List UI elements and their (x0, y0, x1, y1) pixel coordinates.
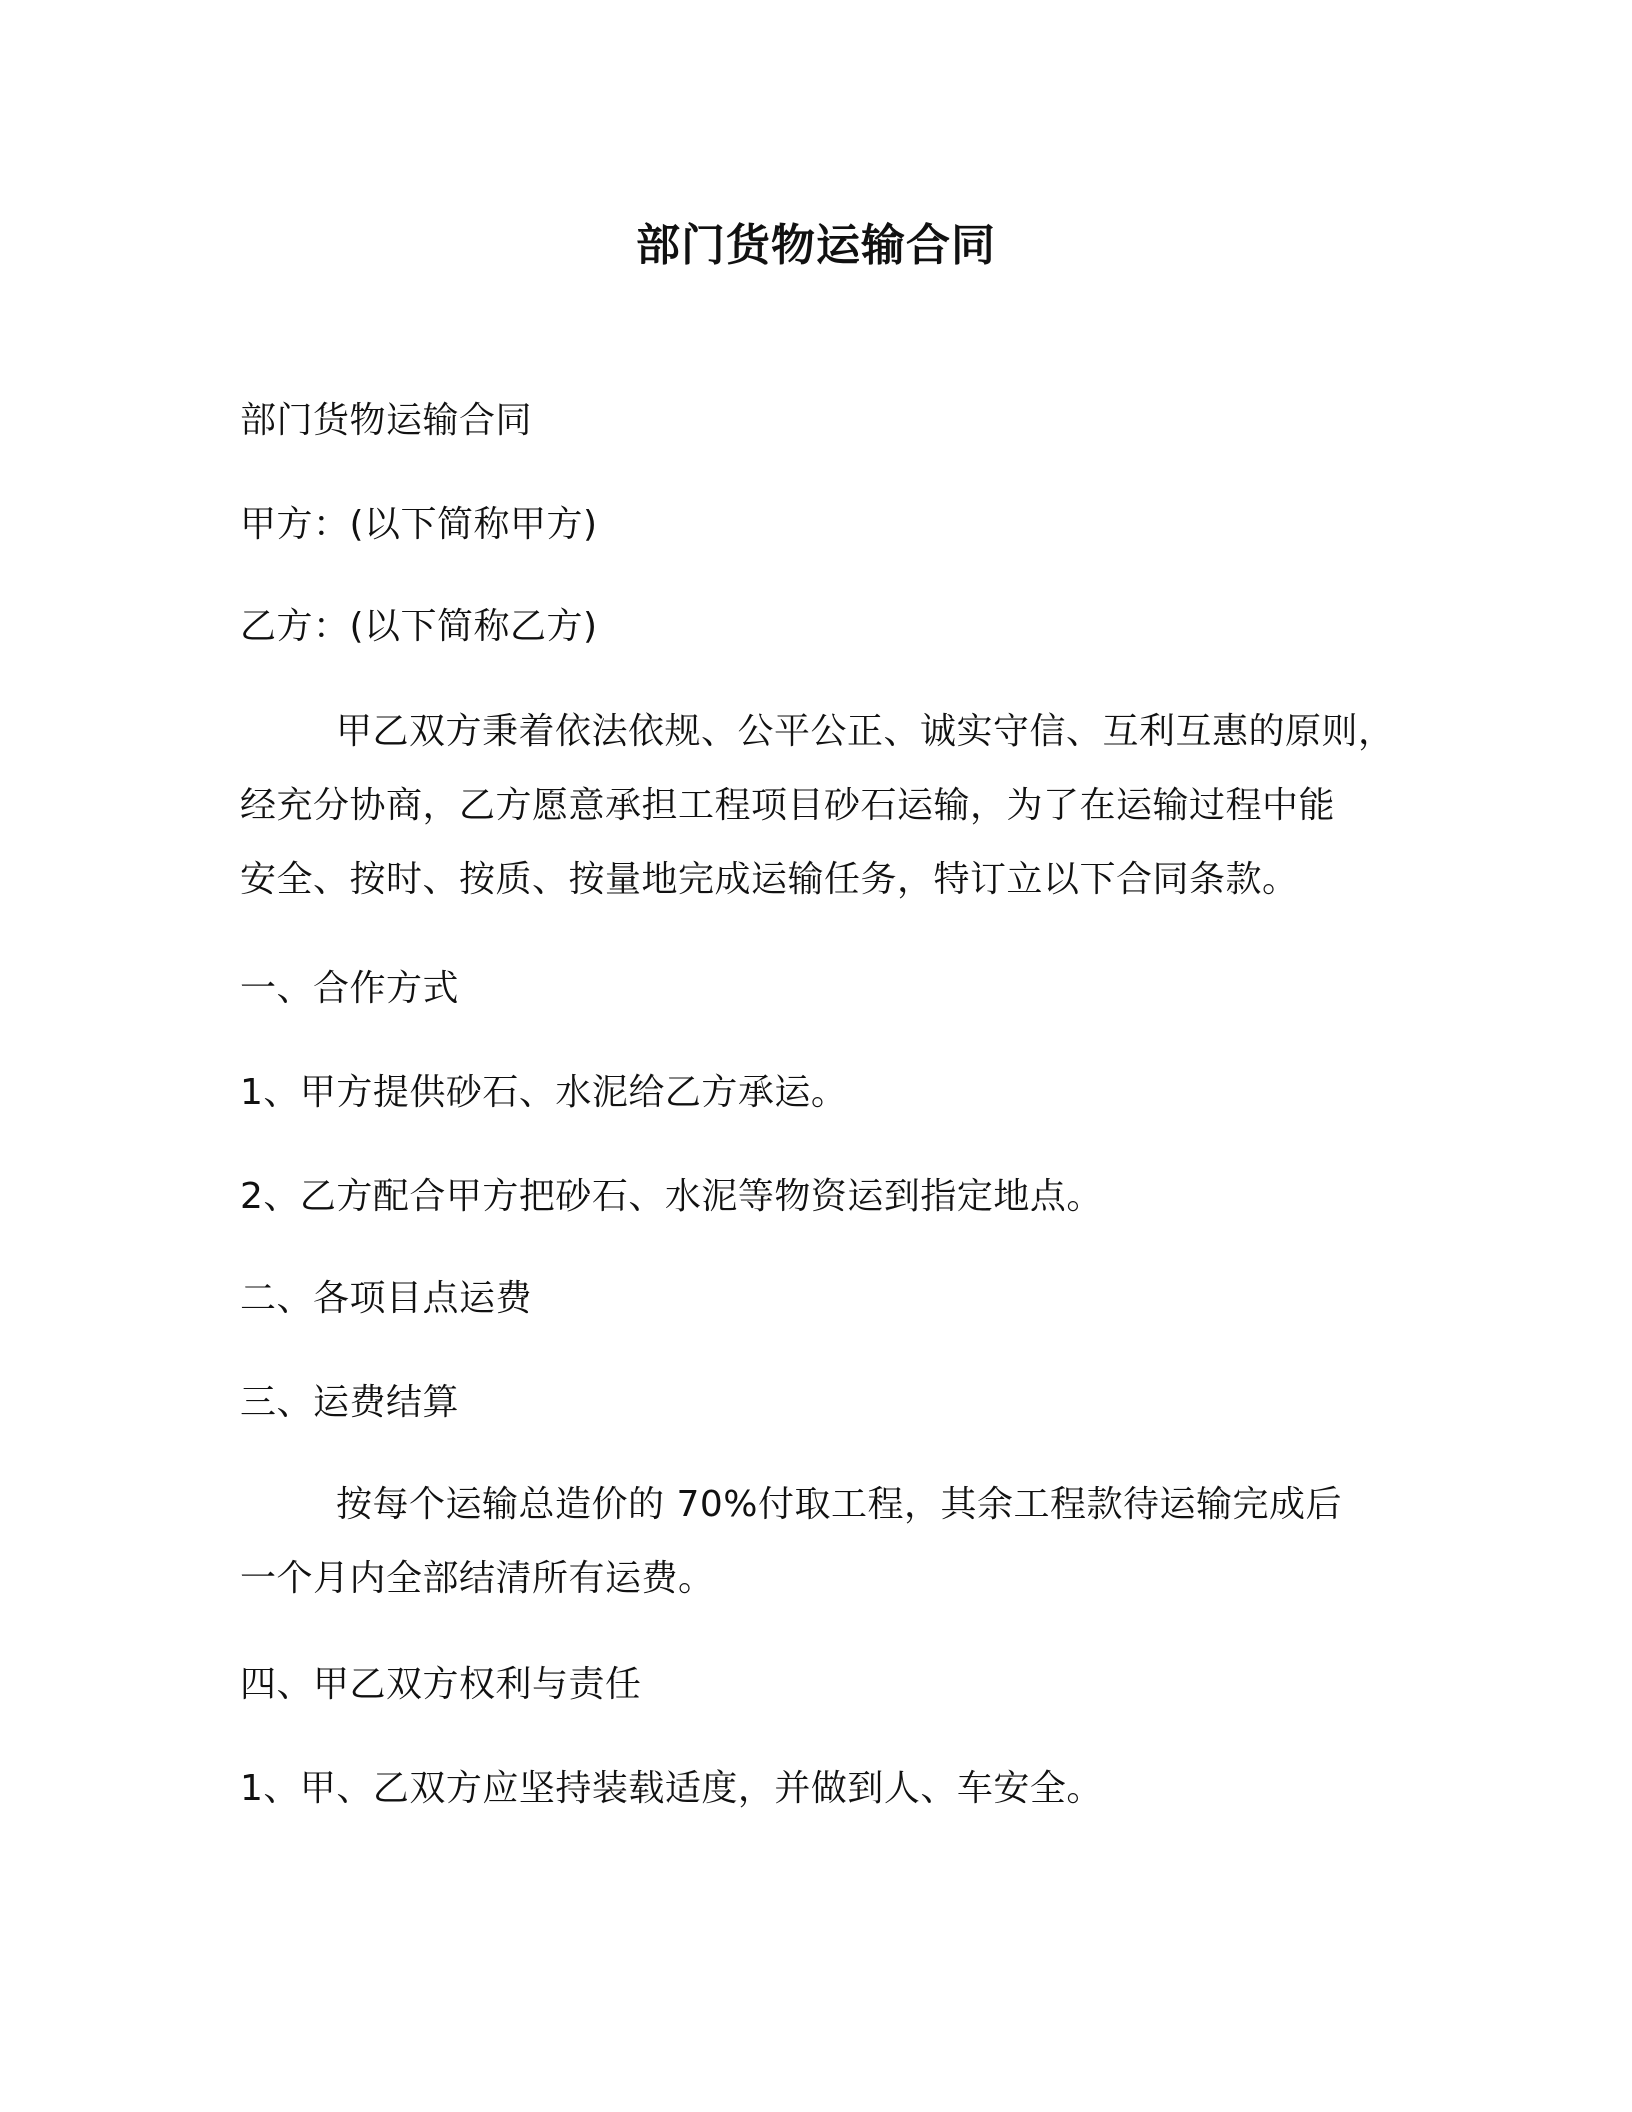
paragraph-line: 经充分协商，乙方愿意承担工程项目砂石运输，为了在运输过程中能 (240, 785, 1336, 826)
clause-4-1 (240, 1752, 1420, 1826)
paragraph-line: 安全、按时、按质、按量地完成运输任务，特订立以下合同条款。 (240, 859, 1299, 900)
paragraph-party-b (240, 590, 1420, 664)
paragraph-party-a (240, 488, 1420, 562)
document-title: 部门货物运输合同 (636, 220, 996, 271)
clause-1-1 (240, 1056, 1420, 1130)
section-heading-cooperation (240, 952, 1420, 1026)
section-heading-settlement (240, 1366, 1420, 1440)
paragraph-line: 一、合作方式 (240, 968, 460, 1009)
paragraph-line: 四、甲乙双方权利与责任 (240, 1664, 642, 1705)
paragraph-line: 甲方：(以下简称甲方) (240, 504, 598, 545)
paragraph-contract-name (240, 384, 1420, 458)
paragraph-line: 2、乙方配合甲方把砂石、水泥等物资运到指定地点。 (240, 1176, 1103, 1217)
paragraph-line: 一个月内全部结清所有运费。 (240, 1558, 715, 1599)
paragraph-preamble (240, 695, 1420, 917)
paragraph-line: 二、各项目点运费 (240, 1278, 533, 1319)
paragraph-line: 三、运费结算 (240, 1382, 460, 1423)
paragraph-line: 乙方：(以下简称乙方) (240, 606, 598, 647)
section-heading-freight (240, 1262, 1420, 1336)
clause-1-2 (240, 1160, 1420, 1234)
paragraph-line: 1、甲、乙双方应坚持装载适度，并做到人、车安全。 (240, 1768, 1103, 1809)
paragraph-line: 部门货物运输合同 (240, 400, 533, 441)
paragraph-line: 1、甲方提供砂石、水泥给乙方承运。 (240, 1072, 848, 1113)
paragraph-settlement (240, 1468, 1420, 1616)
paragraph-line: 甲乙双方秉着依法依规、公平公正、诚实守信、互利互惠的原则， (336, 711, 1395, 752)
paragraph-line: 按每个运输总造价的 70%付取工程，其余工程款待运输完成后 (336, 1484, 1342, 1525)
section-heading-rights (240, 1648, 1420, 1722)
